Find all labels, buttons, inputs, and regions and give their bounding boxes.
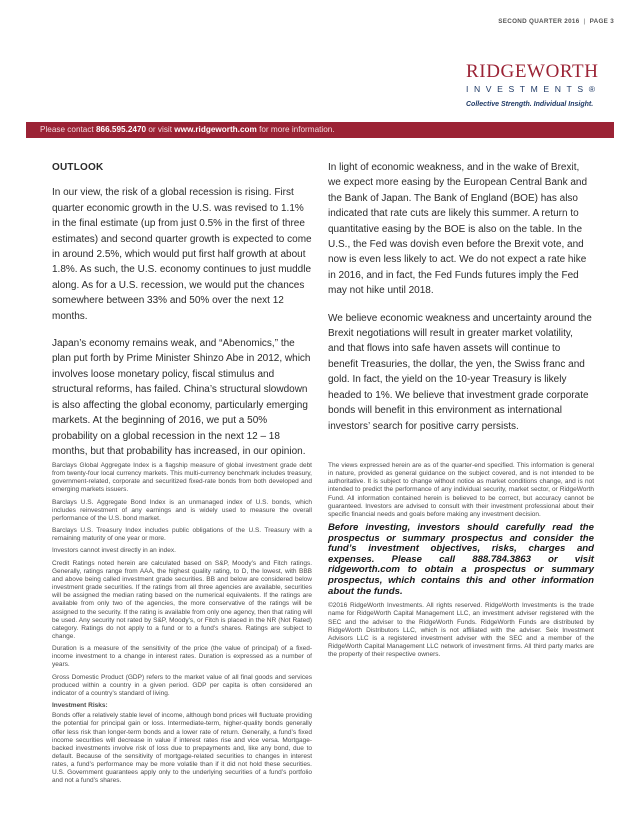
logo-tagline: Collective Strength. Individual Insight. [466, 101, 594, 108]
disclosure-item: Gross Domestic Product (GDP) refers to the market value of all final goods and services produced within a country in a given period. GDP per capita is often considered an indicator of a country’s standard of living. [52, 673, 312, 697]
disclosures-right [328, 462, 594, 663]
disclosure-item: Barclays Global Aggregate Index is a flagship measure of global investment grade debt from twenty-four local currency markets. This multi-currency benchmark includes treasury, government-related, corporate and securitized fixed-rate bonds from both developed and emerging markets issuers. [52, 462, 312, 494]
disclosure-item: Investors cannot invest directly in an index. [52, 547, 176, 555]
disclosure-item: Duration is a measure of the sensitivity of the price (the value of principal) of a fixed-income investment to a change in interest rates. Duration is expressed as a number of years. [52, 645, 312, 669]
outlook-right-column [328, 160, 592, 446]
contact-url-link[interactable]: www.ridgeworth.com [174, 125, 257, 134]
header-separator: | [583, 18, 586, 25]
outlook-paragraph: Japan’s economy remains weak, and “Abenomics,” the plan put forth by Prime Minister Shinzo Abe in 2012, which involves loose monetary policy, fiscal stimulus and structural reforms, has failed. China’s structural slowdown is also affecting the global economy, particularly emerging markets. At the beginning of 2016, we put a 50% probability on a global recession in the next 12 – 18 months, but that probability has increased, in our opinion. [52, 338, 311, 457]
outlook-left-column [52, 160, 312, 471]
prospectus-notice: Before investing, investors should carefully read the prospectus or summary prospectus and consider the fund’s investment objectives, risks, charges and expenses. Please call 888.784.3863 or visit ridgeworth.com to obtain a prospectus or summary prospectus, which contains this and other information about the funds. [328, 522, 594, 597]
contact-middle: or visit [146, 125, 175, 134]
outlook-paragraph: In light of economic weakness, and in the wake of Brexit, we expect more easing by the European Central Bank and the Bank of Japan. The Bank of England (BOE) has also indicated that rate cuts are likely this summer. A return to quantitative easing by the BOE is also on the table. In the U.S., the Fed was dovish even before the Brexit vote, and now is even less likely to act. We do not expect a rate hike in 2016, and in fact, the Fed Funds futures imply the Fed may not hike until 2018. [328, 162, 588, 297]
page-header [498, 18, 614, 25]
copyright-notice: ©2016 RidgeWorth Investments. All rights reserved. RidgeWorth Investments is the trade name for RidgeWorth Capital Management LLC, an investment adviser registered with the SEC and the adviser to the RidgeWorth Funds. RidgeWorth Funds are distributed by RidgeWorth Distributors LLC, which is not affiliated with the adviser. Seix Investment Advisors LLC is a registered investment adviser with the SEC and a member of the RidgeWorth Capital Management LLC network of investment firms. All third party marks are the property of their respective owners. [328, 602, 594, 659]
contact-bar [26, 122, 614, 138]
investment-risks-heading: Investment Risks: [52, 702, 108, 710]
contact-suffix: for more information. [256, 125, 335, 134]
page-number: PAGE 3 [589, 18, 614, 25]
views-disclaimer: The views expressed herein are as of the quarter-end specified. This information is general in nature, provided as general guidance on the subject covered, and is not intended to be authoritative. It is subject to change without notice as market conditions change, and is not intended to predict the performance of any individual security, market sector, or RidgeWorth Fund. All information contained herein is believed to be correct, but accuracy cannot be guaranteed. Investors are advised to consult with their investment professional about their specific financial needs and goals before making any investment decision. [328, 462, 594, 518]
outlook-heading: OUTLOOK [52, 162, 104, 173]
outlook-paragraph: In our view, the risk of a global recession is rising. First quarter economic growth in the U.S. was revised to 1.1% in the final estimate (up from just 0.5% in the first of three estimates) and second quarter growth is expected to come in around 2.5%, which would put first half growth at about 1.8%. As such, the U.S. economy continues to just muddle along. As for a U.S. recession, we would put the chances somewhere between 33% and 50% over the next 12 months. [52, 187, 312, 322]
investment-risks-text: Bonds offer a relatively stable level of income, although bond prices will fluctuate providing the potential for principal gain or loss. Intermediate-term, higher-quality bonds generally offer less risk than longer-term bonds and a lower rate of return. Generally, a fund’s fixed income securities will decrease in value if interest rates rise and vice versa. Mortgage-backed investments involve risk of loss due to prepayments and, like any bond, due to default. Because of the sensitivity of mortgage-related securities to changes in interest rates, a fund’s performance may be more volatile than if it did not hold these securities. U.S. Government guarantees apply only to the underlying securities of a fund’s portfolio and not a fund’s shares. [52, 712, 312, 785]
outlook-paragraph: We believe economic weakness and uncertainty around the Brexit negotiations will result in greater market volatility, and that flows into safe haven assets will continue to benefit Treasuries, the dollar, the yen, the Swiss franc and gold. In fact, the yield on the 10-year Treasury is likely headed to 1%. We believe that investment grade corporate bonds will benefit in this environment as international investors’ search for positive carry persists. [328, 312, 592, 432]
disclosure-item: Barclays U.S. Aggregate Bond Index is an unmanaged index of U.S. bonds, which includes reinvestment of any earnings and is widely used to measure the overall performance of the U.S. bond market. [52, 498, 312, 522]
logo-brand: RIDGEWORTH [466, 61, 599, 82]
disclosure-item: Credit Ratings noted herein are calculated based on S&P, Moody’s and Fitch ratings. Generally, ratings range from AAA, the highest quality rating, to D, the lowest, with BBB and above being called investment grade securities. BB and below are considered below investment grade securities. If the ratings from all three agencies are available, securities will be assigned the median rating based on the numerical equivalents. If the ratings are available from only two of the agencies, the more conservative of the ratings will be assigned to the security. If the rating is available from only one agency, then that rating will be used. Any security not rated by S&P, Moody’s, or Fitch is placed in the NR (Not Rated) category. Ratings do not apply to a fund or to a fund’s shares. Ratings are subject to change. [52, 559, 312, 640]
contact-phone[interactable]: 866.595.2470 [95, 125, 147, 134]
logo-sub: INVESTMENTS® [466, 84, 601, 94]
quarter-label: SECOND QUARTER 2016 [498, 18, 580, 25]
ridgeworth-logo[interactable] [466, 62, 614, 108]
contact-prefix: Please contact [40, 125, 96, 134]
disclosure-item: Barclays U.S. Treasury Index includes public obligations of the U.S. Treasury with a remaining maturity of one year or more. [52, 527, 312, 543]
disclosures-left [52, 462, 312, 790]
